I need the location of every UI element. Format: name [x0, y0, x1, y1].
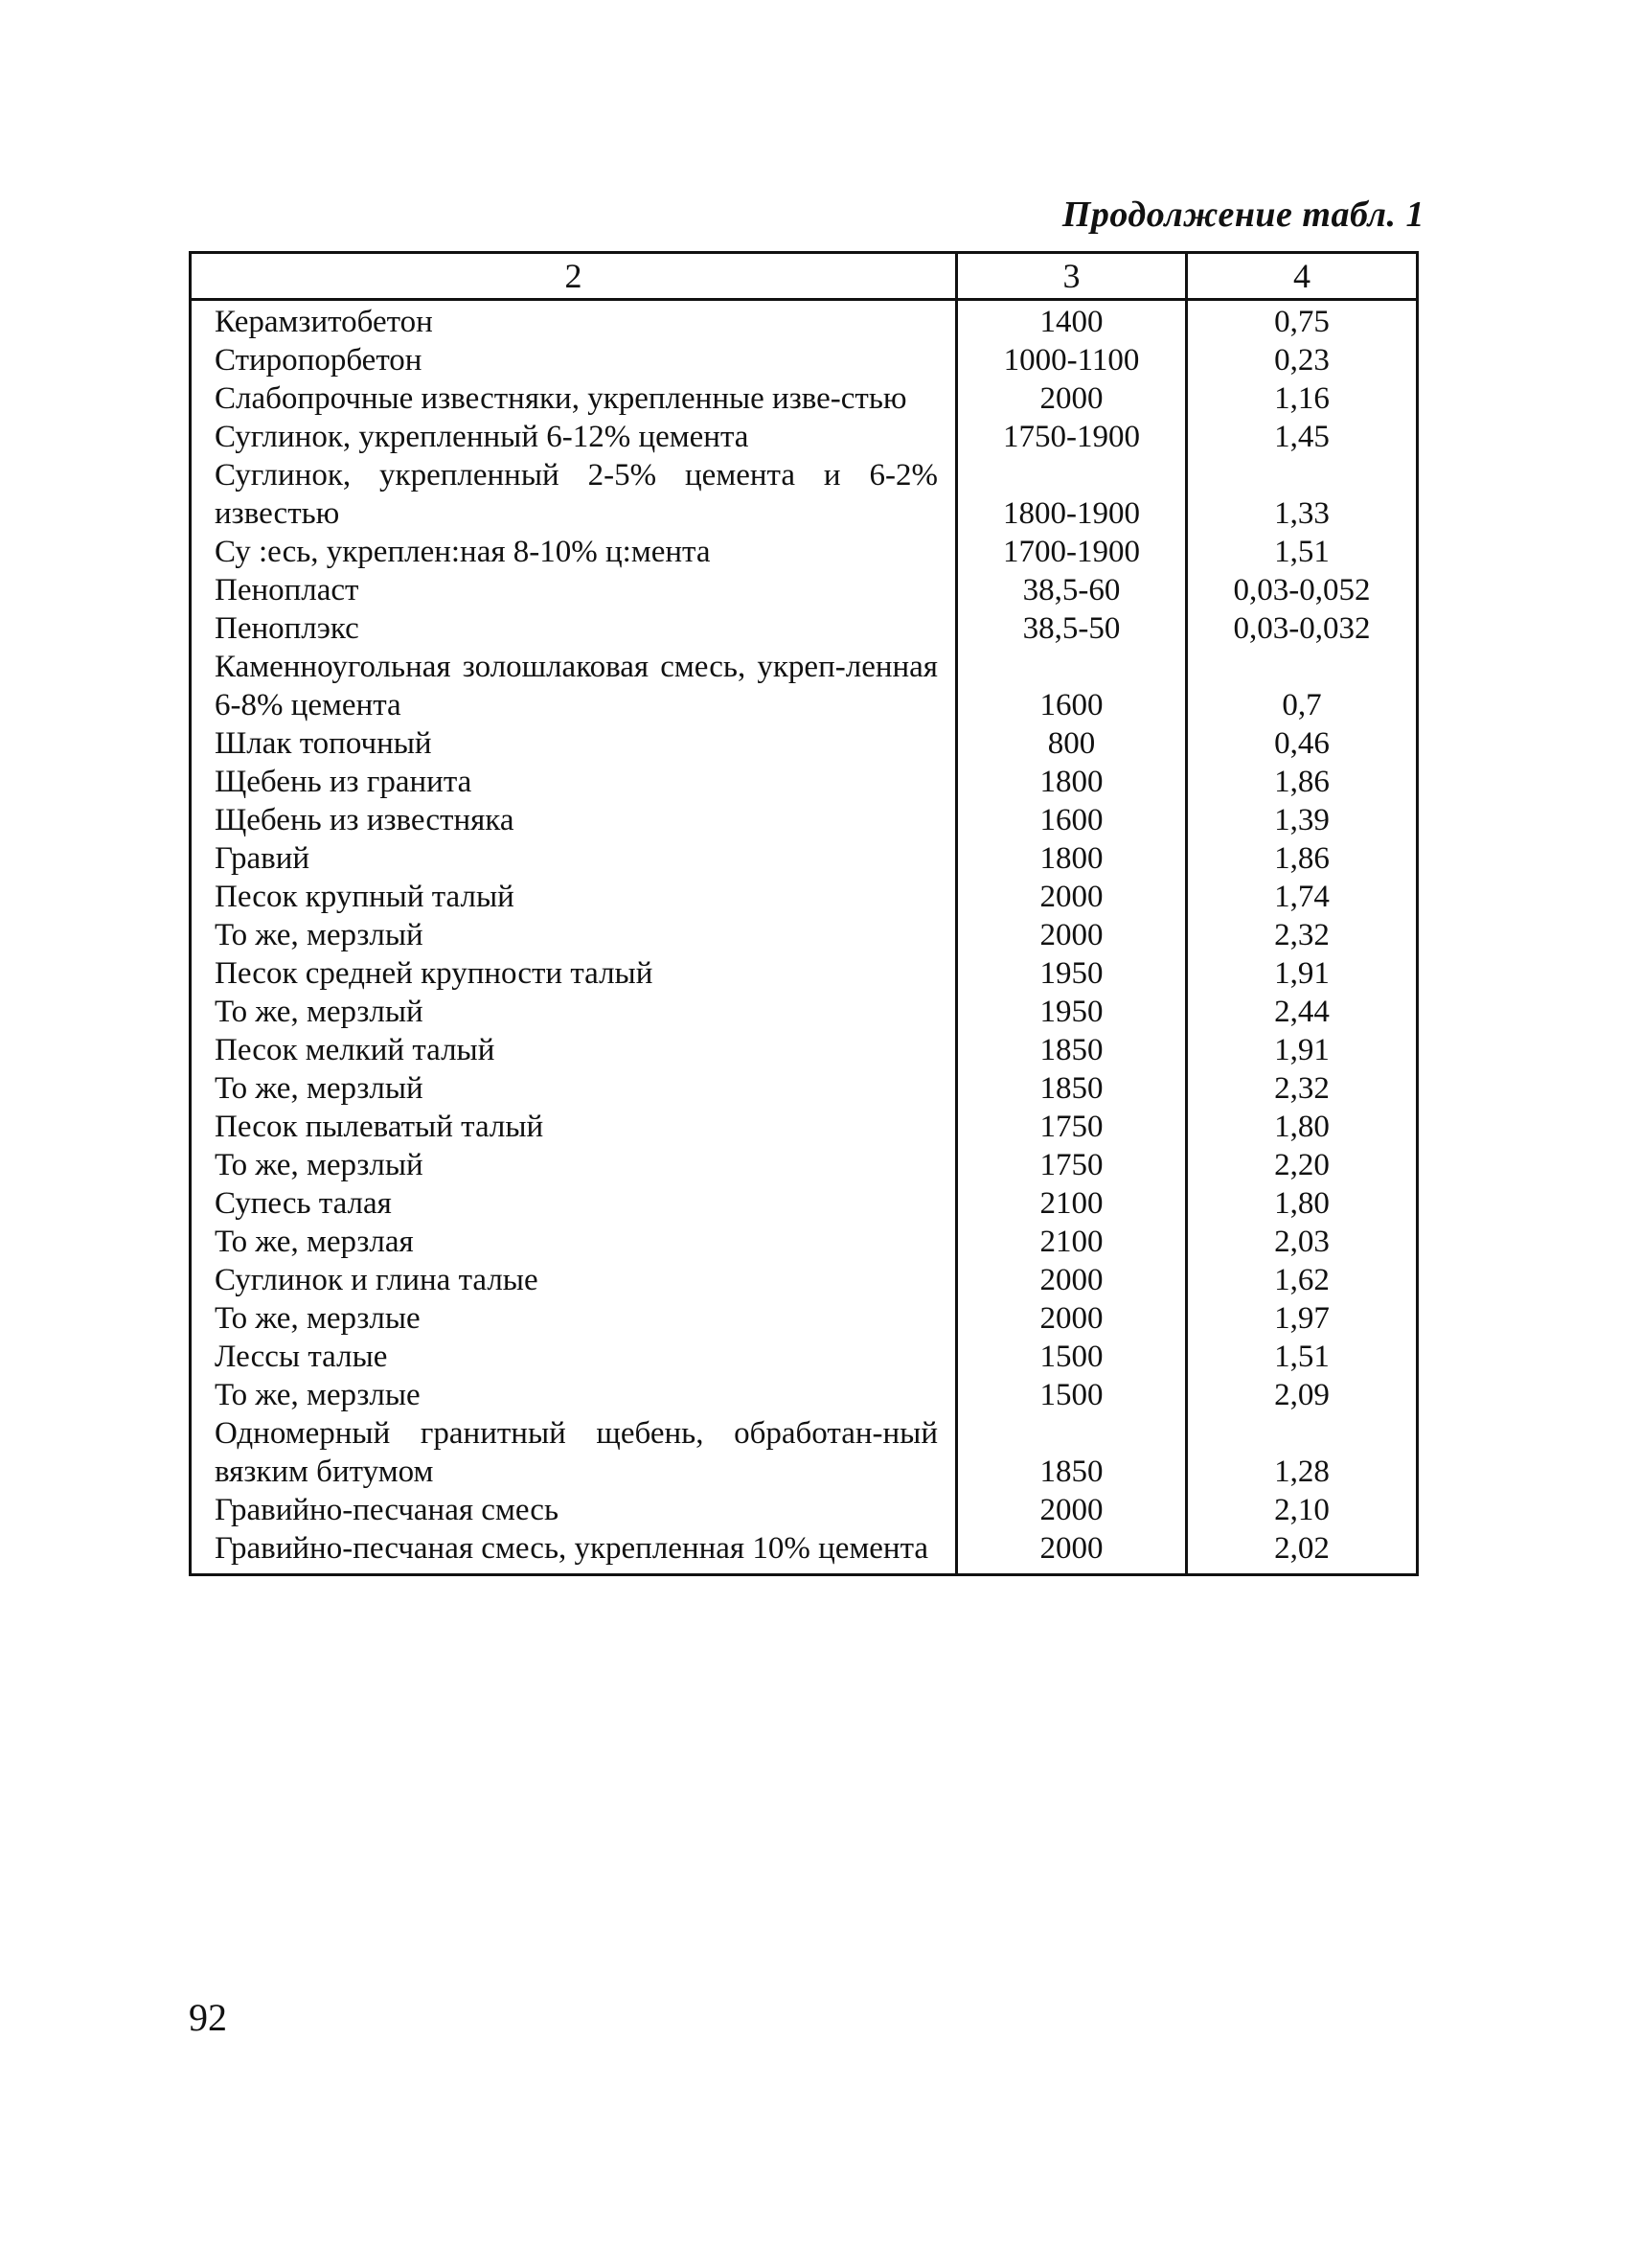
table-caption: Продолжение табл. 1 [1061, 195, 1424, 235]
conductivity-cell: 1,86 [1187, 839, 1418, 878]
table-row [191, 1338, 1418, 1376]
table-row [191, 379, 1418, 418]
material-name-cell: Песок средней крупности талый [191, 954, 957, 993]
conductivity-cell: 1,16 [1187, 379, 1418, 418]
column-header-3: 3 [957, 253, 1187, 300]
table-row [191, 1529, 1418, 1575]
density-cell: 2000 [957, 379, 1187, 418]
conductivity-cell: 0,7 [1187, 648, 1418, 724]
material-name-cell: Керамзитобетон [191, 300, 957, 342]
density-cell: 1950 [957, 954, 1187, 993]
material-name-cell: Одномерный гранитный щебень, обработан-ный вязким битумом [191, 1414, 957, 1491]
conductivity-cell: 1,39 [1187, 801, 1418, 839]
density-cell: 1750 [957, 1146, 1187, 1184]
table-row [191, 1031, 1418, 1069]
conductivity-cell: 1,62 [1187, 1261, 1418, 1299]
density-cell: 38,5-60 [957, 571, 1187, 609]
density-cell: 2000 [957, 916, 1187, 954]
table-row [191, 1491, 1418, 1529]
conductivity-cell: 0,03-0,032 [1187, 609, 1418, 648]
density-cell: 1850 [957, 1069, 1187, 1108]
table-row [191, 300, 1418, 342]
material-name-cell: То же, мерзлый [191, 993, 957, 1031]
material-name-cell: Суглинок, укрепленный 6-12% цемента [191, 418, 957, 456]
material-name-cell: Шлак топочный [191, 724, 957, 763]
conductivity-cell: 1,28 [1187, 1414, 1418, 1491]
table-header [191, 253, 1418, 300]
material-name-cell: Слабопрочные известняки, укрепленные изве-стью [191, 379, 957, 418]
material-name-cell: То же, мерзлый [191, 1069, 957, 1108]
density-cell: 1950 [957, 993, 1187, 1031]
density-cell: 1800 [957, 839, 1187, 878]
column-header-2: 2 [191, 253, 957, 300]
table-row [191, 801, 1418, 839]
table-row [191, 1223, 1418, 1261]
density-cell: 1500 [957, 1376, 1187, 1414]
table-row [191, 1414, 1418, 1491]
material-name-cell: Суглинок и глина талые [191, 1261, 957, 1299]
material-name-cell: Лессы талые [191, 1338, 957, 1376]
density-cell: 1800-1900 [957, 456, 1187, 533]
column-header-4: 4 [1187, 253, 1418, 300]
conductivity-cell: 1,33 [1187, 456, 1418, 533]
material-name-cell: Каменноугольная золошлаковая смесь, укреп-ленная 6-8% цемента [191, 648, 957, 724]
density-cell: 2000 [957, 1529, 1187, 1575]
table-row [191, 916, 1418, 954]
table-row [191, 1108, 1418, 1146]
table-row [191, 954, 1418, 993]
density-cell: 800 [957, 724, 1187, 763]
material-name-cell: Гравий [191, 839, 957, 878]
conductivity-cell: 1,91 [1187, 1031, 1418, 1069]
table-row [191, 533, 1418, 571]
conductivity-cell: 1,80 [1187, 1108, 1418, 1146]
material-name-cell: То же, мерзлый [191, 916, 957, 954]
material-name-cell: Пенопласт [191, 571, 957, 609]
conductivity-cell: 1,45 [1187, 418, 1418, 456]
material-name-cell: Гравийно-песчаная смесь, укрепленная 10% цемента [191, 1529, 957, 1575]
material-name-cell: Гравийно-песчаная смесь [191, 1491, 957, 1529]
table-row [191, 993, 1418, 1031]
material-name-cell: Пеноплэкс [191, 609, 957, 648]
table-row [191, 341, 1418, 379]
density-cell: 1700-1900 [957, 533, 1187, 571]
density-cell: 1750 [957, 1108, 1187, 1146]
conductivity-cell: 2,02 [1187, 1529, 1418, 1575]
density-cell: 1400 [957, 300, 1187, 342]
conductivity-cell: 1,51 [1187, 533, 1418, 571]
material-name-cell: То же, мерзлая [191, 1223, 957, 1261]
table-row [191, 878, 1418, 916]
page-number: 92 [189, 1996, 227, 2039]
conductivity-cell: 2,20 [1187, 1146, 1418, 1184]
density-cell: 1000-1100 [957, 341, 1187, 379]
material-name-cell: То же, мерзлые [191, 1299, 957, 1338]
table-row [191, 456, 1418, 533]
conductivity-cell: 0,23 [1187, 341, 1418, 379]
material-name-cell: Супесь талая [191, 1184, 957, 1223]
materials-table [189, 251, 1419, 1576]
table-row [191, 1376, 1418, 1414]
material-name-cell: Щебень из гранита [191, 763, 957, 801]
table-row [191, 1146, 1418, 1184]
conductivity-cell: 0,03-0,052 [1187, 571, 1418, 609]
table-row [191, 1299, 1418, 1338]
table-row [191, 609, 1418, 648]
conductivity-cell: 2,03 [1187, 1223, 1418, 1261]
conductivity-cell: 2,10 [1187, 1491, 1418, 1529]
conductivity-cell: 2,09 [1187, 1376, 1418, 1414]
conductivity-cell: 1,51 [1187, 1338, 1418, 1376]
table-row [191, 724, 1418, 763]
density-cell: 1850 [957, 1414, 1187, 1491]
material-name-cell: Песок пылеватый талый [191, 1108, 957, 1146]
density-cell: 2000 [957, 1261, 1187, 1299]
conductivity-cell: 1,86 [1187, 763, 1418, 801]
table-row [191, 571, 1418, 609]
material-name-cell: Суглинок, укрепленный 2-5% цемента и 6-2% известью [191, 456, 957, 533]
table-body [191, 300, 1418, 1575]
material-name-cell: Стиропорбетон [191, 341, 957, 379]
density-cell: 1750-1900 [957, 418, 1187, 456]
density-cell: 1850 [957, 1031, 1187, 1069]
conductivity-cell: 1,74 [1187, 878, 1418, 916]
density-cell: 38,5-50 [957, 609, 1187, 648]
density-cell: 2100 [957, 1223, 1187, 1261]
material-name-cell: Щебень из известняка [191, 801, 957, 839]
conductivity-cell: 1,97 [1187, 1299, 1418, 1338]
conductivity-cell: 1,80 [1187, 1184, 1418, 1223]
table-row [191, 418, 1418, 456]
conductivity-cell: 2,32 [1187, 1069, 1418, 1108]
density-cell: 1800 [957, 763, 1187, 801]
conductivity-cell: 0,75 [1187, 300, 1418, 342]
table-row [191, 763, 1418, 801]
table-row [191, 1184, 1418, 1223]
density-cell: 1600 [957, 801, 1187, 839]
header-row [191, 253, 1418, 300]
density-cell: 2100 [957, 1184, 1187, 1223]
table-row [191, 839, 1418, 878]
table-row [191, 648, 1418, 724]
conductivity-cell: 2,44 [1187, 993, 1418, 1031]
material-name-cell: Песок мелкий талый [191, 1031, 957, 1069]
density-cell: 2000 [957, 878, 1187, 916]
conductivity-cell: 1,91 [1187, 954, 1418, 993]
density-cell: 2000 [957, 1491, 1187, 1529]
density-cell: 1500 [957, 1338, 1187, 1376]
material-name-cell: Су :есь, укреплен:ная 8-10% ц:мента [191, 533, 957, 571]
material-name-cell: Песок крупный талый [191, 878, 957, 916]
conductivity-cell: 2,32 [1187, 916, 1418, 954]
conductivity-cell: 0,46 [1187, 724, 1418, 763]
density-cell: 2000 [957, 1299, 1187, 1338]
material-name-cell: То же, мерзлые [191, 1376, 957, 1414]
density-cell: 1600 [957, 648, 1187, 724]
table-row [191, 1261, 1418, 1299]
material-name-cell: То же, мерзлый [191, 1146, 957, 1184]
table-row [191, 1069, 1418, 1108]
